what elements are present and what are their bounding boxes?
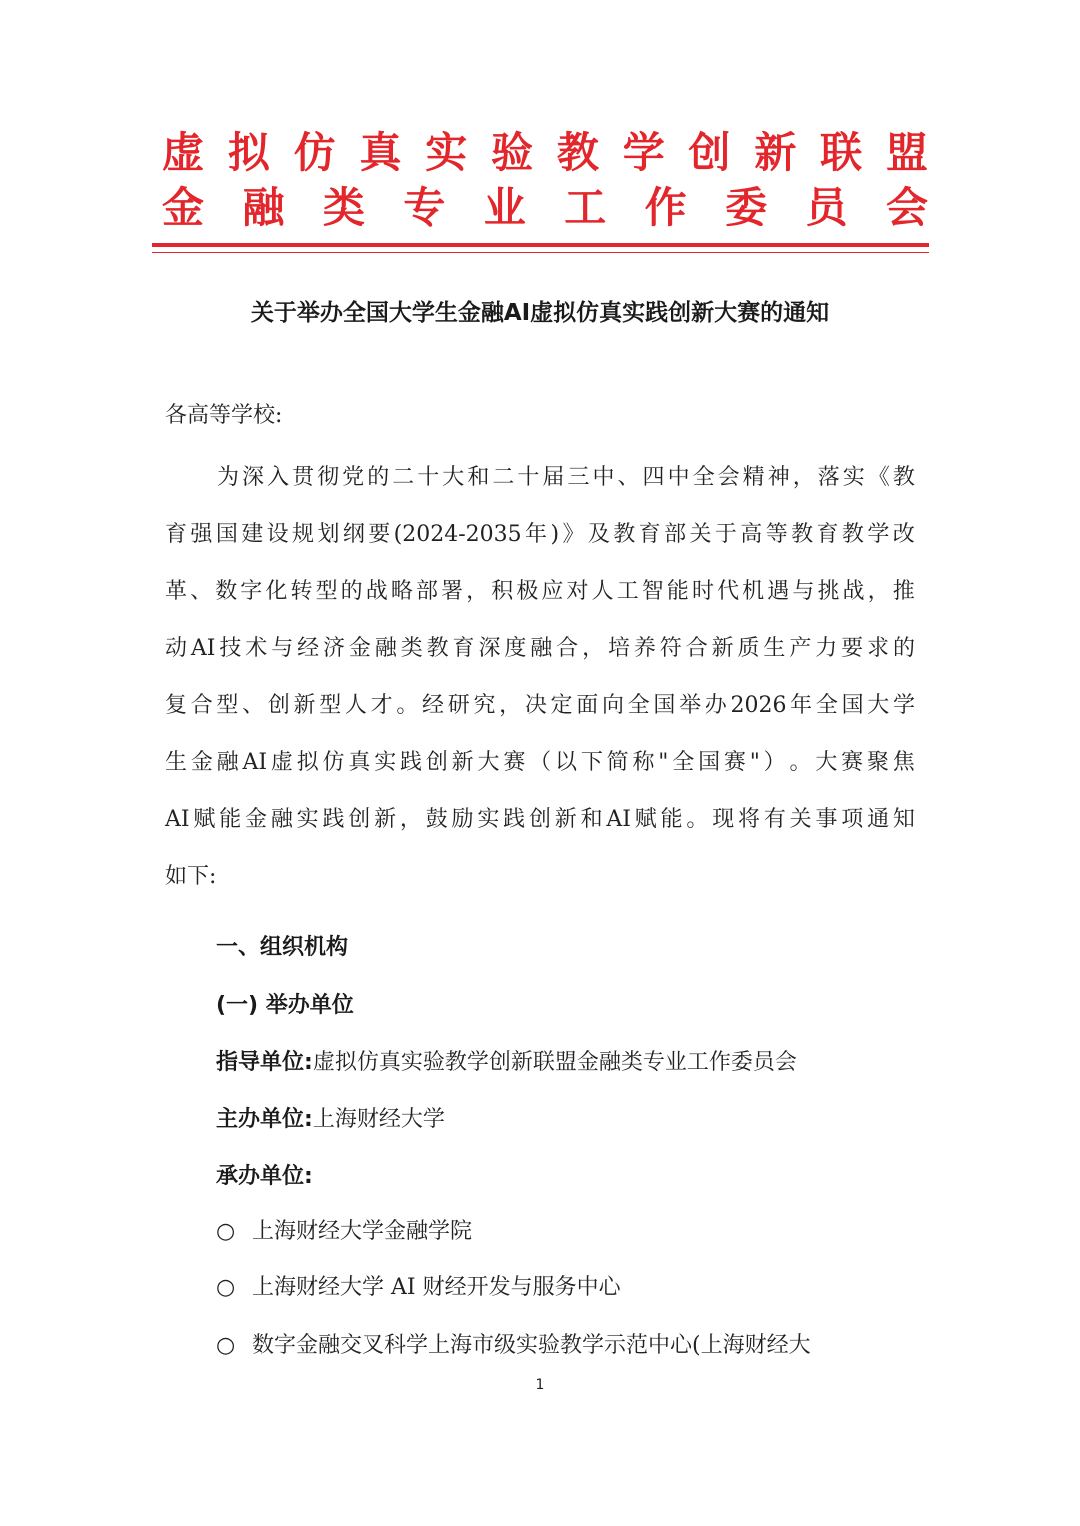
- letterhead-char: 员: [805, 183, 848, 232]
- organizer-unit-label: 承办单位:: [216, 1164, 313, 1189]
- section-heading-organization: 一、组织机构: [216, 935, 349, 960]
- subsection-heading-hosts: (一) 举办单位: [216, 993, 354, 1018]
- paragraph-line: 复 合 型 、 创 新 型 人 才 。 经 研 究 ， 决 定 面 向 全 国 举 办 2026 年 全 国 大 学: [165, 693, 915, 718]
- letterhead-char: 验: [491, 128, 534, 177]
- paragraph-line: 为 深 入 贯 彻 党 的 二 十 大 和 二 十 届 三 中 、 四 中 全 会 精 神 ， 落 实 《 教: [217, 465, 915, 490]
- letterhead-char: 仿: [293, 128, 336, 177]
- letterhead-char: 真: [359, 128, 402, 177]
- letterhead-char: 虚: [162, 128, 205, 177]
- letterhead-rule-thin: [152, 252, 929, 253]
- letterhead-char: 会: [885, 183, 928, 232]
- letterhead-rule-thick: [152, 243, 929, 247]
- paragraph-line: 革 、 数 字 化 转 型 的 战 略 部 署 ， 积 极 应 对 人 工 智 能 时 代 机 遇 与 挑 战 ， 推: [165, 579, 915, 604]
- letterhead-char: 联: [820, 128, 863, 177]
- paragraph-line: AI 赋 能 金 融 实 践 创 新 ， 鼓 励 实 践 创 新 和 AI 赋 能 。 现 将 有 关 事 项 通 知: [165, 807, 915, 832]
- letterhead-char: 专: [403, 183, 446, 232]
- paragraph-line: 育 强 国 建 设 规 划 纲 要 (2024-2035 年 ) 》 及 教 育 部 关 于 高 等 教 育 教 学 改: [165, 522, 915, 547]
- organizer-list-item: [216, 1214, 472, 1250]
- intro-paragraph: [165, 458, 915, 914]
- paragraph-line: 生 金 融 AI 虚 拟 仿 真 实 践 创 新 大 赛 （ 以 下 简 称 " 全 国 赛 " ） 。 大 赛 聚 焦: [165, 750, 915, 775]
- salutation: 各高等学校:: [165, 403, 283, 428]
- letterhead-char: 金: [162, 183, 205, 232]
- letterhead-char: 盟: [885, 128, 928, 177]
- page-number: 1: [535, 1377, 545, 1393]
- organizer-list-item: [216, 1328, 811, 1364]
- guide-unit-value: 虚拟仿真实验教学创新联盟金融类专业工作委员会: [312, 1050, 797, 1075]
- letterhead-line-2: [162, 183, 928, 233]
- letterhead-char: 创: [688, 128, 731, 177]
- letterhead-char: 拟: [227, 128, 270, 177]
- guide-unit-label: 指导单位:: [216, 1050, 313, 1075]
- circle-bullet-icon: ○: [216, 1275, 236, 1300]
- paragraph-line: 如下:: [165, 864, 217, 889]
- host-unit-label: 主办单位:: [216, 1107, 313, 1132]
- letterhead-char: 工: [564, 183, 607, 232]
- host-unit-value: 上海财经大学: [312, 1107, 445, 1132]
- paragraph-line: 动 AI 技 术 与 经 济 金 融 类 教 育 深 度 融 合 ， 培 养 符 合 新 质 生 产 力 要 求 的: [165, 636, 915, 661]
- organizer-name: 数字金融交叉科学上海市级实验教学示范中心(上海财经大: [252, 1333, 811, 1358]
- organizer-unit: [216, 1159, 313, 1197]
- organizer-name: 上海财经大学 AI 财经开发与服务中心: [252, 1275, 621, 1300]
- letterhead-char: 学: [622, 128, 665, 177]
- letterhead-char: 融: [242, 183, 285, 232]
- letterhead-char: 作: [644, 183, 687, 232]
- letterhead-char: 类: [322, 183, 365, 232]
- letterhead-char: 委: [725, 183, 768, 232]
- letterhead-line-1: [162, 128, 928, 178]
- organizer-list-item: [216, 1270, 621, 1306]
- circle-bullet-icon: ○: [216, 1333, 236, 1358]
- organizer-name: 上海财经大学金融学院: [252, 1219, 473, 1244]
- host-unit: [216, 1102, 445, 1140]
- letterhead-char: 实: [425, 128, 468, 177]
- letterhead-char: 业: [483, 183, 526, 232]
- guide-unit: [216, 1045, 797, 1083]
- letterhead-char: 教: [556, 128, 599, 177]
- notice-title: 关于举办全国大学生金融AI虚拟仿真实践创新大赛的通知: [250, 300, 830, 326]
- letterhead-char: 新: [754, 128, 797, 177]
- circle-bullet-icon: ○: [216, 1219, 236, 1244]
